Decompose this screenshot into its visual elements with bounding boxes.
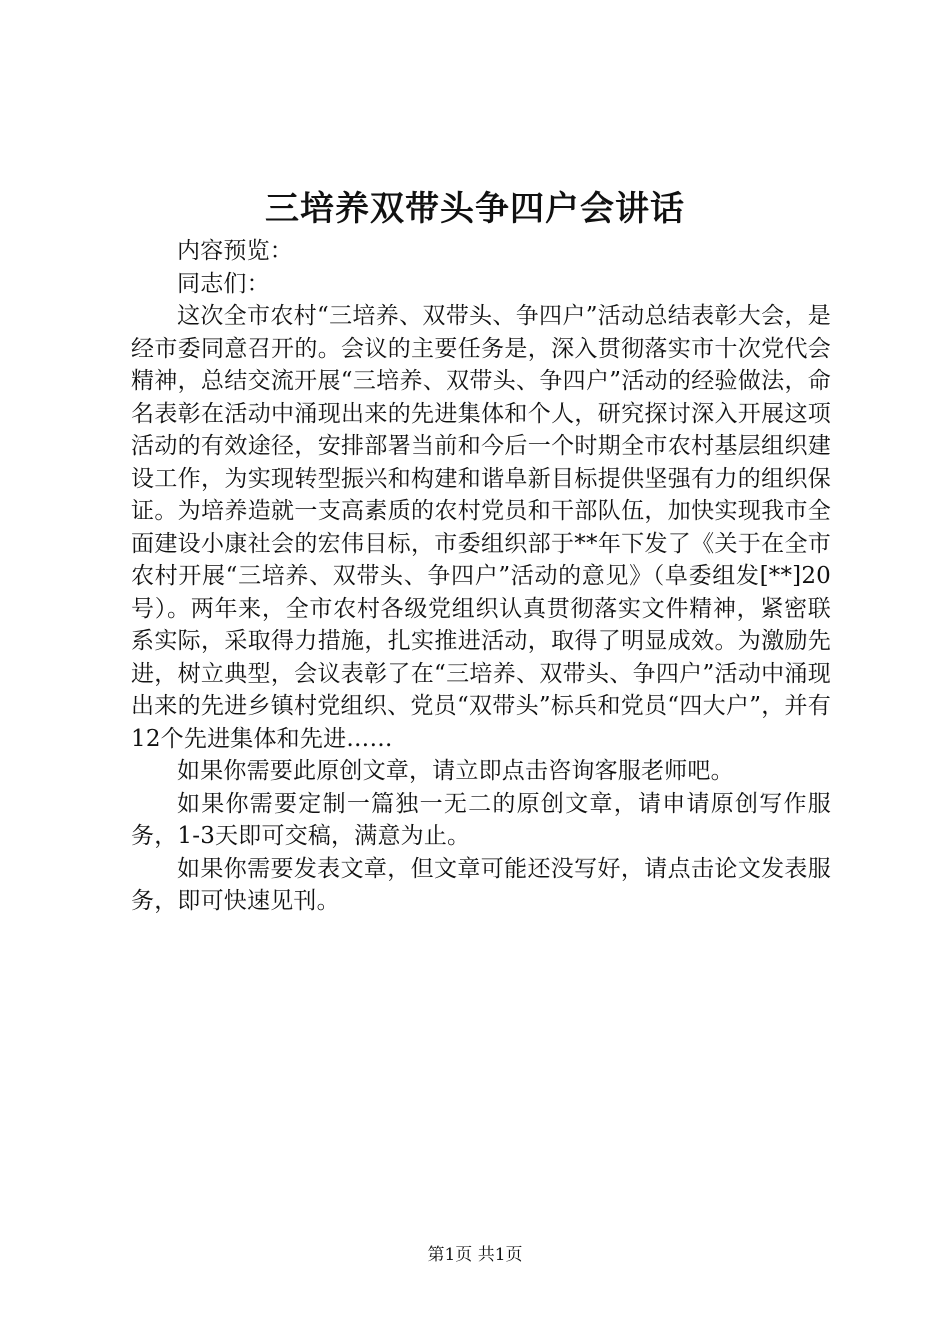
salutation: 同志们： <box>177 270 270 297</box>
preview-label: 内容预览： <box>177 238 293 264</box>
main-paragraph: 这次全市农村“三培养、双带头、争四户”活动总结表彰大会，是经市委同意召开的。会议的主要任务是，深入贯彻落实市十次党代会精神，总结交流开展“三培养、双带头、争四户”活动的经验做法，命名表彰在活动中涌现出来的先进集体和个人，研究探讨深入开展这项活动的有效途径，安排部署当前和今后一个时期全市农村基层组织建设工作，为实现转型振兴和构建和谐阜新目标提供坚强有力的组织保证。为培养造就一支高素质的农村党员和干部队伍，加快实现我市全面建设小康社会的宏伟目标，市委组织部于**年下发了《关于在全市农村开展“三培养、双带头、争四户”活动的意见》（阜委组发[**]20号）。两年来，全市农村各级党组织认真贯彻落实文件精神，紧密联系实际，采取得力措施，扎实推进活动，取得了明显成效。为激励先进，树立典型，会议表彰了在“三培养、双带头、争四户”活动中涌现出来的先进乡镇村党组织、党员“双带头”标兵和党员“四大户”，并有12个先进集体和先进…… <box>131 303 831 752</box>
document-title: 三培养双带头争四户会讲话 <box>265 189 685 229</box>
custom-writing-paragraph: 如果你需要定制一篇独一无二的原创文章，请申请原创写作服务，1-3天即可交稿，满意为止。 <box>131 790 831 849</box>
page-number-footer: 第1页 共1页 <box>427 1245 523 1265</box>
document-body <box>131 235 831 918</box>
consult-service-paragraph: 如果你需要此原创文章，请立即点击咨询客服老师吧。 <box>177 758 734 784</box>
publication-service-paragraph: 如果你需要发表文章，但文章可能还没写好，请点击论文发表服务，即可快速见刊。 <box>131 855 831 914</box>
